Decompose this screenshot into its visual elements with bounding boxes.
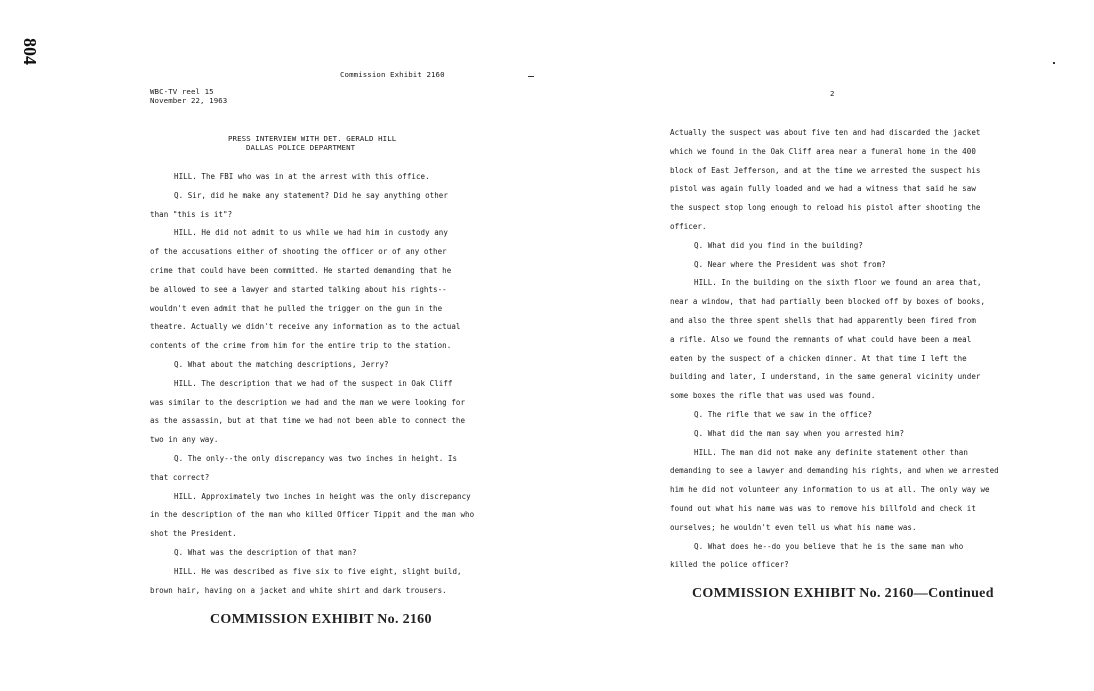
document-title: PRESS INTERVIEW WITH DET. GERALD HILL — [228, 134, 397, 143]
transcript-line: pistol was again fully loaded and we had a witness that said he saw — [670, 184, 976, 194]
transcript-line: HILL. In the building on the sixth floor we found an area that, — [694, 278, 982, 288]
transcript-line: Q. Near where the President was shot from? — [694, 259, 886, 269]
transcript-line: him he did not volunteer any information to us at all. The only way we — [670, 485, 990, 495]
transcript-line: and also the three spent shells that had apparently been fired from — [670, 316, 976, 325]
reel-label: WBC-TV reel 15 — [150, 87, 214, 96]
transcript-line: brown hair, having on a jacket and white shirt and dark trousers. — [150, 585, 447, 595]
transcript-line: crime that could have been committed. He started demanding that he — [150, 266, 452, 275]
transcript-line: in the description of the man who killed Officer Tippit and the man who — [150, 510, 475, 520]
transcript-line: found out what his name was was to remove his billfold and check it — [670, 504, 976, 513]
scan-mark — [528, 76, 534, 77]
transcript-line: HILL. Approximately two inches in height was the only discrepancy — [174, 491, 471, 501]
exhibit-caption-continued: COMMISSION EXHIBIT No. 2160—Continued — [692, 586, 994, 601]
transcript-line: as the assassin, but at that time we had not been able to connect the — [150, 416, 466, 426]
transcript-line: HILL. The FBI who was in at the arrest with this office. — [174, 172, 430, 181]
transcript-line: Q. What did you find in the building? — [694, 240, 863, 250]
transcript-line: Q. Sir, did he make any statement? Did he say anything other — [174, 190, 448, 200]
transcript-line: wouldn't even admit that he pulled the trigger on the gun in the — [150, 303, 443, 313]
exhibit-header: Commission Exhibit 2160 — [340, 70, 445, 79]
page-number: 804 — [20, 38, 40, 65]
transcript-line: was similar to the description we had and the man we were looking for — [150, 397, 466, 407]
transcript-line: HILL. The description that we had of the suspect in Oak Cliff — [174, 378, 453, 388]
exhibit-caption: COMMISSION EXHIBIT No. 2160 — [210, 612, 432, 627]
transcript-line: Q. What did the man say when you arrested him? — [694, 428, 905, 438]
transcript-line: Q. What about the matching descriptions, Jerry? — [174, 360, 389, 369]
transcript-line: theatre. Actually we didn't receive any information as to the actual — [150, 322, 461, 332]
transcript-line: HILL. He did not admit to us while we had him in custody any — [174, 228, 448, 238]
page-num: 2 — [830, 89, 835, 98]
transcript-line: of the accusations either of shooting the officer or of any other — [150, 247, 447, 257]
transcript-line: demanding to see a lawyer and demanding his rights, and when we arrested — [670, 466, 999, 476]
transcript-line: Actually the suspect was about five ten and had discarded the jacket — [670, 128, 981, 137]
transcript-line: a rifle. Also we found the remnants of what could have been a meal — [670, 334, 972, 344]
transcript-line: some boxes the rifle that was used was found. — [670, 391, 876, 401]
transcript-line: the suspect stop long enough to reload his pistol after shooting the — [670, 203, 981, 213]
transcript-line: near a window, that had partially been blocked off by boxes of books, — [670, 297, 986, 307]
transcript-line: officer. — [670, 222, 707, 231]
transcript-line: building and later, I understand, in the same general vicinity under — [670, 372, 981, 382]
transcript-line: Q. The only--the only discrepancy was two inches in height. Is — [174, 454, 458, 463]
scan-speck — [1053, 62, 1055, 64]
transcript-line: which we found in the Oak Cliff area near a funeral home in the 400 — [670, 146, 976, 156]
transcript-line: HILL. He was described as five six to five eight, slight build, — [174, 566, 462, 576]
transcript-line: Q. What does he--do you believe that he is the same man who — [694, 541, 964, 551]
transcript-line: be allowed to see a lawyer and started talking about his rights-- — [150, 284, 447, 294]
transcript-line: that correct? — [150, 472, 210, 482]
transcript-line: Q. What was the description of that man? — [174, 548, 357, 557]
document-subtitle: DALLAS POLICE DEPARTMENT — [246, 143, 356, 152]
transcript-line: two in any way. — [150, 435, 219, 445]
transcript-line: contents of the crime from him for the entire trip to the station. — [150, 341, 452, 351]
transcript-line: block of East Jefferson, and at the time we arrested the suspect his — [670, 165, 981, 175]
transcript-line: eaten by the suspect of a chicken dinner. At that time I left the — [670, 353, 967, 363]
transcript-line: killed the police officer? — [670, 560, 789, 570]
transcript-line: ourselves; he wouldn't even tell us what his name was. — [670, 522, 917, 532]
transcript-line: than "this is it"? — [150, 209, 233, 219]
date-label: November 22, 1963 — [150, 96, 228, 105]
transcript-line: HILL. The man did not make any definite statement other than — [694, 447, 968, 457]
transcript-line: shot the President. — [150, 529, 237, 539]
transcript-line: Q. The rifle that we saw in the office? — [694, 410, 873, 419]
